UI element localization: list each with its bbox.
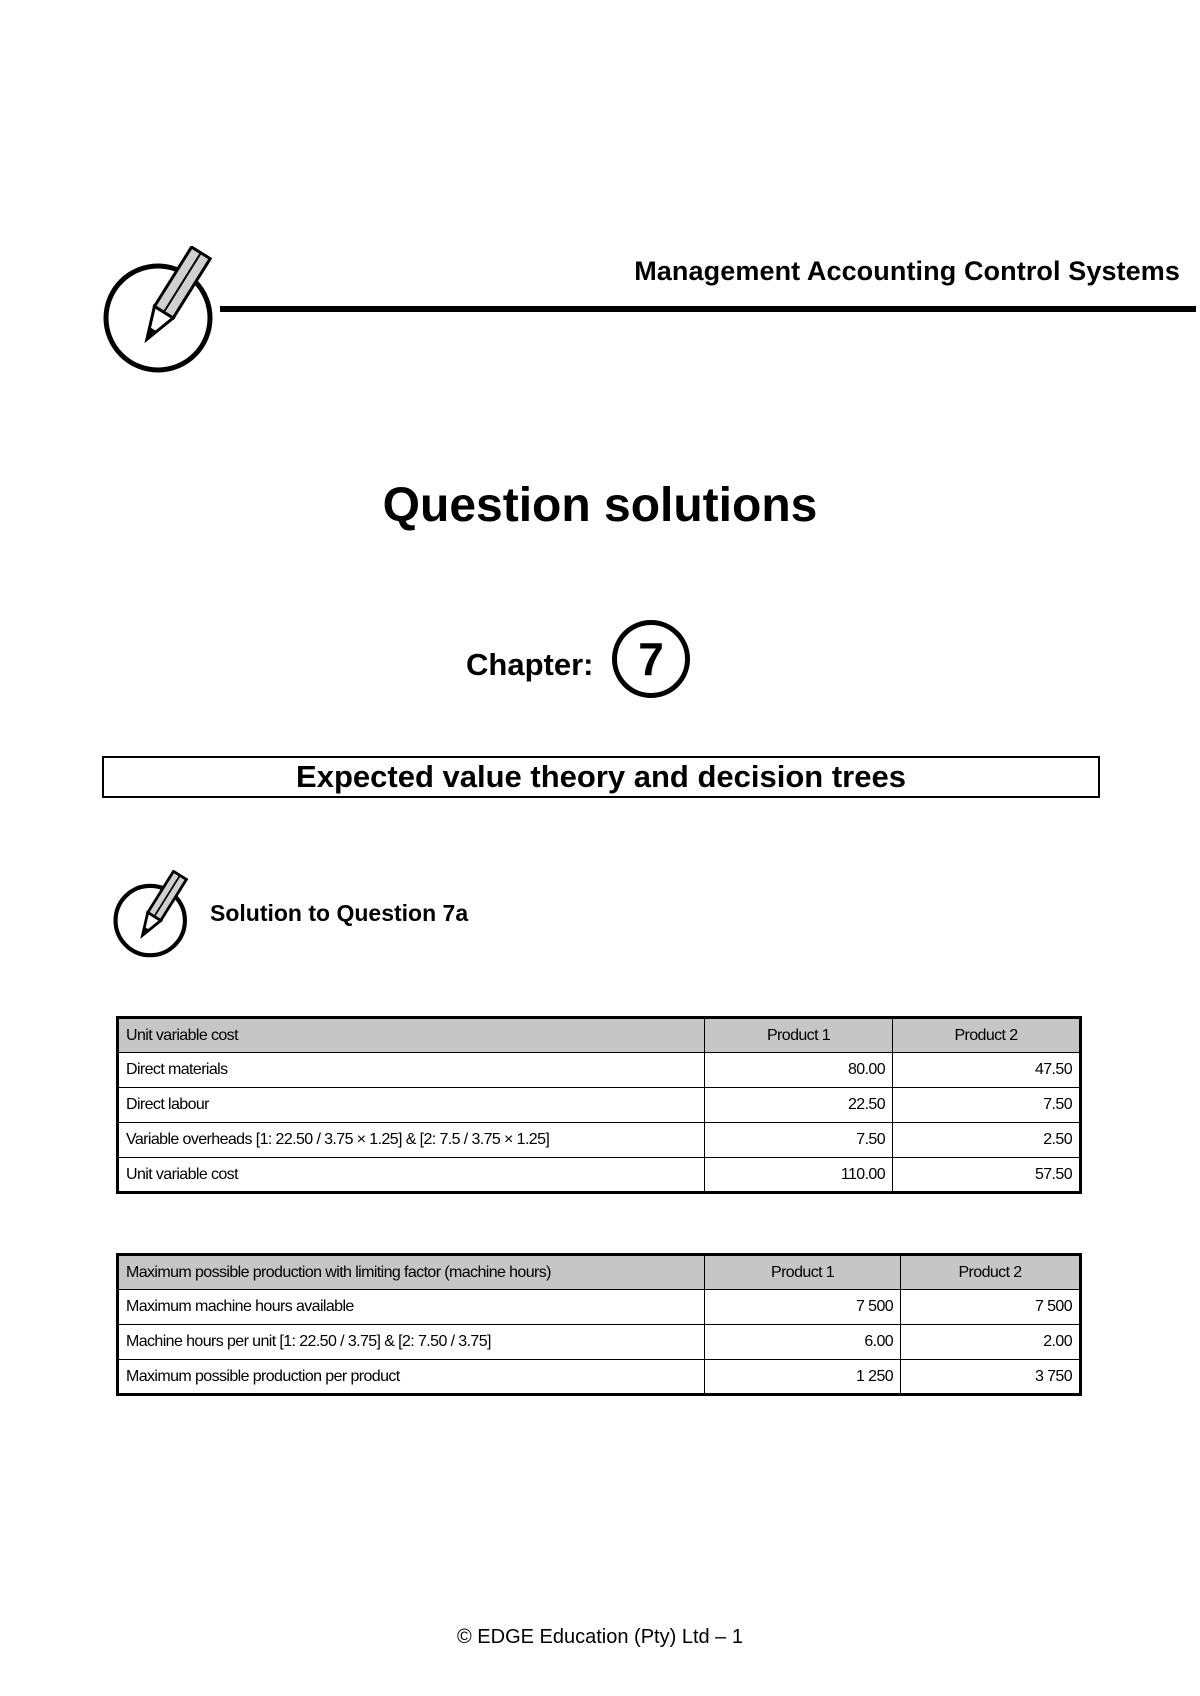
solution-title: Solution to Question 7a [210, 900, 469, 926]
table-cell: 2.00 [901, 1325, 1081, 1360]
table-row [118, 1053, 1081, 1088]
table-cell: 47.50 [893, 1053, 1081, 1088]
table-cell: 3 750 [901, 1360, 1081, 1395]
column-header: Product 2 [893, 1018, 1081, 1053]
row-label: Maximum possible production per product [118, 1360, 705, 1395]
table-cell: 2.50 [893, 1123, 1081, 1158]
row-label: Unit variable cost [118, 1158, 705, 1193]
page-footer: © EDGE Education (Pty) Ltd – 1 [457, 1626, 743, 1648]
section-title: Expected value theory and decision trees [102, 756, 1100, 798]
table-header-row [118, 1018, 1081, 1053]
pencil-circle-icon [100, 246, 224, 374]
table-cell: 57.50 [893, 1158, 1081, 1193]
table-row [118, 1088, 1081, 1123]
column-header: Maximum possible production with limiting factor (machine hours) [118, 1255, 705, 1290]
table-cell: 110.00 [705, 1158, 893, 1193]
header-title: Management Accounting Control Systems [634, 256, 1180, 286]
limiting-factor-table [116, 1253, 1082, 1396]
row-label: Maximum machine hours available [118, 1290, 705, 1325]
header-rule [220, 306, 1196, 312]
page-title: Question solutions [382, 479, 818, 532]
row-label: Direct materials [118, 1053, 705, 1088]
row-label: Variable overheads [1: 22.50 / 3.75 × 1.25] & [2: 7.5 / 3.75 × 1.25] [118, 1123, 705, 1158]
table-cell: 6.00 [705, 1325, 901, 1360]
table-cell: 1 250 [705, 1360, 901, 1395]
table-row [118, 1325, 1081, 1360]
row-label: Machine hours per unit [1: 22.50 / 3.75] & [2: 7.50 / 3.75] [118, 1325, 705, 1360]
table-row [118, 1290, 1081, 1325]
table-cell: 80.00 [705, 1053, 893, 1088]
table-cell: 22.50 [705, 1088, 893, 1123]
table-row [118, 1360, 1081, 1395]
column-header: Product 1 [705, 1018, 893, 1053]
table-header-row [118, 1255, 1081, 1290]
chapter-number-badge: 7 [612, 620, 690, 698]
table-row [118, 1123, 1081, 1158]
chapter-label: Chapter: [466, 647, 594, 682]
table-row [118, 1158, 1081, 1193]
pencil-circle-icon [110, 870, 196, 960]
table-cell: 7.50 [705, 1123, 893, 1158]
table-cell: 7 500 [901, 1290, 1081, 1325]
table-cell: 7.50 [893, 1088, 1081, 1123]
row-label: Direct labour [118, 1088, 705, 1123]
column-header: Product 1 [705, 1255, 901, 1290]
column-header: Unit variable cost [118, 1018, 705, 1053]
unit-variable-cost-table [116, 1016, 1082, 1194]
table-cell: 7 500 [705, 1290, 901, 1325]
column-header: Product 2 [901, 1255, 1081, 1290]
